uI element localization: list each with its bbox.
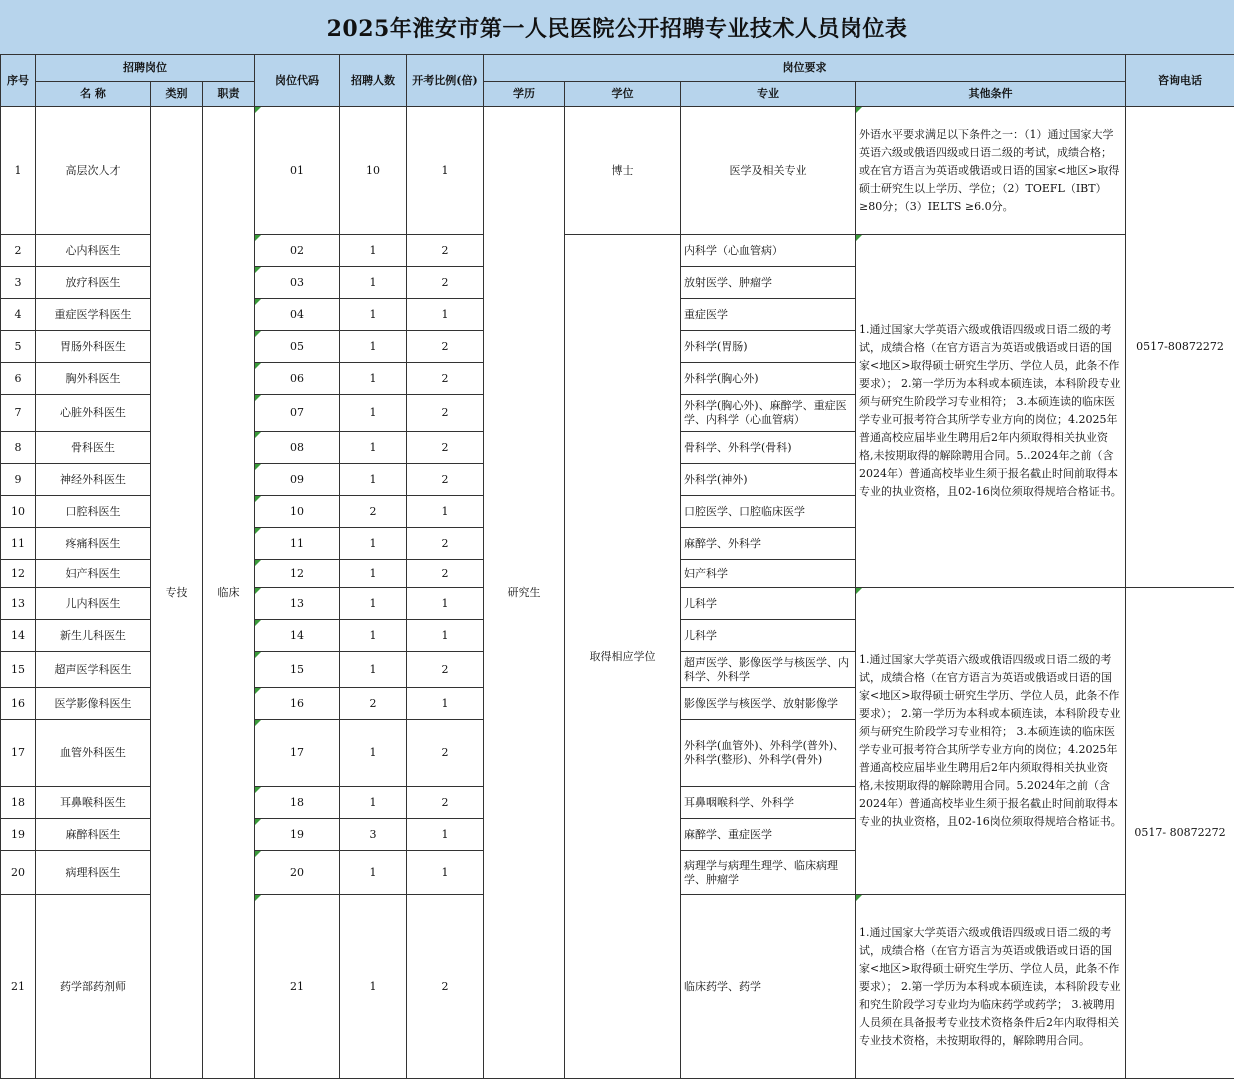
row-code: 12 <box>255 560 340 588</box>
phone-cell-b: 0517- 80872272 <box>1126 588 1234 1079</box>
row-seq: 9 <box>1 464 36 496</box>
row-code: 10 <box>255 496 340 528</box>
row-major: 儿科学 <box>681 620 856 652</box>
row-ratio: 2 <box>407 787 484 819</box>
row-name: 妇产科医生 <box>36 560 151 588</box>
row-seq: 18 <box>1 787 36 819</box>
header-position-group: 招聘岗位 <box>36 55 255 82</box>
row-count: 1 <box>340 299 407 331</box>
row-ratio: 2 <box>407 432 484 464</box>
row-ratio: 1 <box>407 588 484 620</box>
row-seq: 7 <box>1 395 36 432</box>
row-major: 外科学(胸心外) <box>681 363 856 395</box>
table-title-bar <box>0 0 1234 55</box>
row-code: 04 <box>255 299 340 331</box>
row-ratio: 2 <box>407 395 484 432</box>
header-other: 其他条件 <box>856 82 1126 107</box>
row-code: 15 <box>255 652 340 688</box>
row-name: 耳鼻喉科医生 <box>36 787 151 819</box>
row-seq: 17 <box>1 720 36 787</box>
row-major: 超声医学、影像医学与核医学、内科学、外科学 <box>681 652 856 688</box>
row-code: 06 <box>255 363 340 395</box>
row-seq: 5 <box>1 331 36 363</box>
row-count: 1 <box>340 528 407 560</box>
row-major: 妇产科学 <box>681 560 856 588</box>
row-code: 13 <box>255 588 340 620</box>
row-count: 1 <box>340 267 407 299</box>
row-name: 心脏外科医生 <box>36 395 151 432</box>
row-seq: 13 <box>1 588 36 620</box>
row-name: 超声医学科医生 <box>36 652 151 688</box>
row-ratio: 2 <box>407 331 484 363</box>
category-cell: 专技 <box>151 107 203 1079</box>
header-requirements: 岗位要求 <box>484 55 1126 82</box>
row-name: 心内科医生 <box>36 235 151 267</box>
row-code: 05 <box>255 331 340 363</box>
row-seq: 6 <box>1 363 36 395</box>
row-seq: 11 <box>1 528 36 560</box>
row-ratio: 2 <box>407 464 484 496</box>
header-row-2 <box>1 82 1234 107</box>
table-row <box>1 107 1234 235</box>
header-code: 岗位代码 <box>255 55 340 107</box>
row-seq: 12 <box>1 560 36 588</box>
header-degree: 学位 <box>565 82 681 107</box>
row-count: 1 <box>340 395 407 432</box>
row-name: 胃肠外科医生 <box>36 331 151 363</box>
row-count: 1 <box>340 464 407 496</box>
row-count: 1 <box>340 620 407 652</box>
other-conditions-1: 外语水平要求满足以下条件之一：（1）通过国家大学英语六级或俄语四级或日语二级的考试，成绩合格；或在官方语言为英语或俄语或日语的国家<地区>取得硕士研究生以上学历、学位；（2）TOEFL（IBT）≥80分；（3）IELTS ≥6.0分。 <box>856 107 1126 235</box>
row-count: 10 <box>340 107 407 235</box>
row-count: 1 <box>340 652 407 688</box>
header-name: 名 称 <box>36 82 151 107</box>
header-phone: 咨询电话 <box>1126 55 1234 107</box>
row-ratio: 1 <box>407 819 484 851</box>
header-major: 专业 <box>681 82 856 107</box>
row-major: 麻醉学、外科学 <box>681 528 856 560</box>
row-name: 疼痛科医生 <box>36 528 151 560</box>
education-cell: 研究生 <box>484 107 565 1079</box>
row-seq: 10 <box>1 496 36 528</box>
row-name: 胸外科医生 <box>36 363 151 395</box>
row-name: 医学影像科医生 <box>36 688 151 720</box>
row-name: 血管外科医生 <box>36 720 151 787</box>
row-major: 外科学(胸心外)、麻醉学、重症医学、内科学（心血管病） <box>681 395 856 432</box>
row-ratio: 2 <box>407 363 484 395</box>
row-seq: 21 <box>1 895 36 1079</box>
row-major: 影像医学与核医学、放射影像学 <box>681 688 856 720</box>
row-ratio: 2 <box>407 235 484 267</box>
row-seq: 3 <box>1 267 36 299</box>
duty-cell: 临床 <box>203 107 255 1079</box>
row-seq: 15 <box>1 652 36 688</box>
row-name: 放疗科医生 <box>36 267 151 299</box>
row-code: 17 <box>255 720 340 787</box>
row-code: 09 <box>255 464 340 496</box>
other-conditions-3: 1.通过国家大学英语六级或俄语四级或日语二级的考试，成绩合格（在官方语言为英语或俄语或日语的国家<地区>取得硕士研究生学历、学位人员，此条不作要求）； 2.第一学历为本科或本硕连读，本科阶段专业须与研究生阶段学习专业相符； 3.本硕连读的临床医学专业可报考符合其所学专业方向的岗位；4.2025年普通高校应届毕业生聘用后2年内须取得相关执业资格,未按期取得的解除聘用合同。5.2024年之前（含2024年）普通高校毕业生须于报名截止时间前取得本专业的执业资格，且02-16岗位须取得规培合格证书。 <box>856 588 1126 895</box>
row-major: 外科学(神外) <box>681 464 856 496</box>
row-code: 07 <box>255 395 340 432</box>
degree-cell-rest: 取得相应学位 <box>565 235 681 1079</box>
row-major: 放射医学、肿瘤学 <box>681 267 856 299</box>
row-major: 医学及相关专业 <box>681 107 856 235</box>
row-code: 21 <box>255 895 340 1079</box>
row-ratio: 1 <box>407 299 484 331</box>
row-seq: 20 <box>1 851 36 895</box>
other-conditions-4: 1.通过国家大学英语六级或俄语四级或日语二级的考试，成绩合格（在官方语言为英语或俄语或日语的国家<地区>取得硕士研究生学历、学位人员，此条不作要求）； 2.第一学历为本科或本硕连读，本科阶段专业和究生阶段学习专业均为临床药学或药学； 3.被聘用人员须在具备报考专业技术资格条件后2年内取得相关专业技术资格，未按期取得的，解除聘用合同。 <box>856 895 1126 1079</box>
row-ratio: 1 <box>407 688 484 720</box>
row-ratio: 2 <box>407 720 484 787</box>
row-code: 20 <box>255 851 340 895</box>
row-name: 新生儿科医生 <box>36 620 151 652</box>
row-name: 重症医学科医生 <box>36 299 151 331</box>
row-name: 儿内科医生 <box>36 588 151 620</box>
header-education: 学历 <box>484 82 565 107</box>
row-count: 1 <box>340 432 407 464</box>
header-count: 招聘人数 <box>340 55 407 107</box>
row-major: 重症医学 <box>681 299 856 331</box>
row-seq: 1 <box>1 107 36 235</box>
row-ratio: 1 <box>407 107 484 235</box>
other-conditions-2: 1.通过国家大学英语六级或俄语四级或日语二级的考试，成绩合格（在官方语言为英语或俄语或日语的国家<地区>取得硕士研究生学历、学位人员，此条不作要求）； 2.第一学历为本科或本硕连读，本科阶段专业须与研究生阶段学习专业相符； 3.本硕连读的临床医学专业可报考符合其所学专业方向的岗位；4.2025年普通高校应届毕业生聘用后2年内须取得相关执业资格,未按期取得的解除聘用合同。5..2024年之前（含2024年）普通高校毕业生须于报名截止时间前取得本专业的执业资格，且02-16岗位须取得规培合格证书。 <box>856 235 1126 588</box>
row-code: 11 <box>255 528 340 560</box>
row-seq: 14 <box>1 620 36 652</box>
row-code: 19 <box>255 819 340 851</box>
row-seq: 2 <box>1 235 36 267</box>
row-major: 麻醉学、重症医学 <box>681 819 856 851</box>
row-count: 1 <box>340 588 407 620</box>
degree-cell-doctor: 博士 <box>565 107 681 235</box>
row-name: 麻醉科医生 <box>36 819 151 851</box>
row-count: 1 <box>340 560 407 588</box>
row-major: 内科学（心血管病） <box>681 235 856 267</box>
header-duty: 职责 <box>203 82 255 107</box>
row-count: 1 <box>340 331 407 363</box>
row-ratio: 2 <box>407 652 484 688</box>
row-code: 18 <box>255 787 340 819</box>
row-count: 2 <box>340 496 407 528</box>
row-ratio: 2 <box>407 267 484 299</box>
row-ratio: 1 <box>407 620 484 652</box>
row-major: 口腔医学、口腔临床医学 <box>681 496 856 528</box>
row-name: 病理科医生 <box>36 851 151 895</box>
row-seq: 8 <box>1 432 36 464</box>
header-category: 类别 <box>151 82 203 107</box>
row-name: 骨科医生 <box>36 432 151 464</box>
row-major: 外科学(胃肠) <box>681 331 856 363</box>
row-name: 高层次人才 <box>36 107 151 235</box>
row-major: 临床药学、药学 <box>681 895 856 1079</box>
row-code: 02 <box>255 235 340 267</box>
row-code: 01 <box>255 107 340 235</box>
row-count: 1 <box>340 720 407 787</box>
header-seq: 序号 <box>1 55 36 107</box>
row-major: 儿科学 <box>681 588 856 620</box>
row-ratio: 2 <box>407 895 484 1079</box>
row-major: 骨科学、外科学(骨科) <box>681 432 856 464</box>
row-code: 14 <box>255 620 340 652</box>
row-major: 耳鼻咽喉科学、外科学 <box>681 787 856 819</box>
row-count: 1 <box>340 235 407 267</box>
row-count: 1 <box>340 851 407 895</box>
phone-cell-a: 0517-80872272 <box>1126 107 1234 588</box>
row-seq: 16 <box>1 688 36 720</box>
row-ratio: 1 <box>407 851 484 895</box>
row-count: 3 <box>340 819 407 851</box>
row-major: 外科学(血管外)、外科学(普外)、外科学(整形)、外科学(骨外) <box>681 720 856 787</box>
row-name: 神经外科医生 <box>36 464 151 496</box>
row-code: 08 <box>255 432 340 464</box>
row-count: 1 <box>340 363 407 395</box>
row-seq: 19 <box>1 819 36 851</box>
row-ratio: 2 <box>407 560 484 588</box>
row-count: 1 <box>340 787 407 819</box>
header-row-1 <box>1 55 1234 82</box>
row-code: 16 <box>255 688 340 720</box>
row-ratio: 1 <box>407 496 484 528</box>
row-count: 2 <box>340 688 407 720</box>
page-title: 2025年淮安市第一人民医院公开招聘专业技术人员岗位表 <box>326 15 908 42</box>
row-ratio: 2 <box>407 528 484 560</box>
row-count: 1 <box>340 895 407 1079</box>
row-major: 病理学与病理生理学、临床病理学、肿瘤学 <box>681 851 856 895</box>
row-name: 口腔科医生 <box>36 496 151 528</box>
position-table <box>0 54 1234 1079</box>
row-name: 药学部药剂师 <box>36 895 151 1079</box>
row-seq: 4 <box>1 299 36 331</box>
header-ratio: 开考比例(倍) <box>407 55 484 107</box>
row-code: 03 <box>255 267 340 299</box>
